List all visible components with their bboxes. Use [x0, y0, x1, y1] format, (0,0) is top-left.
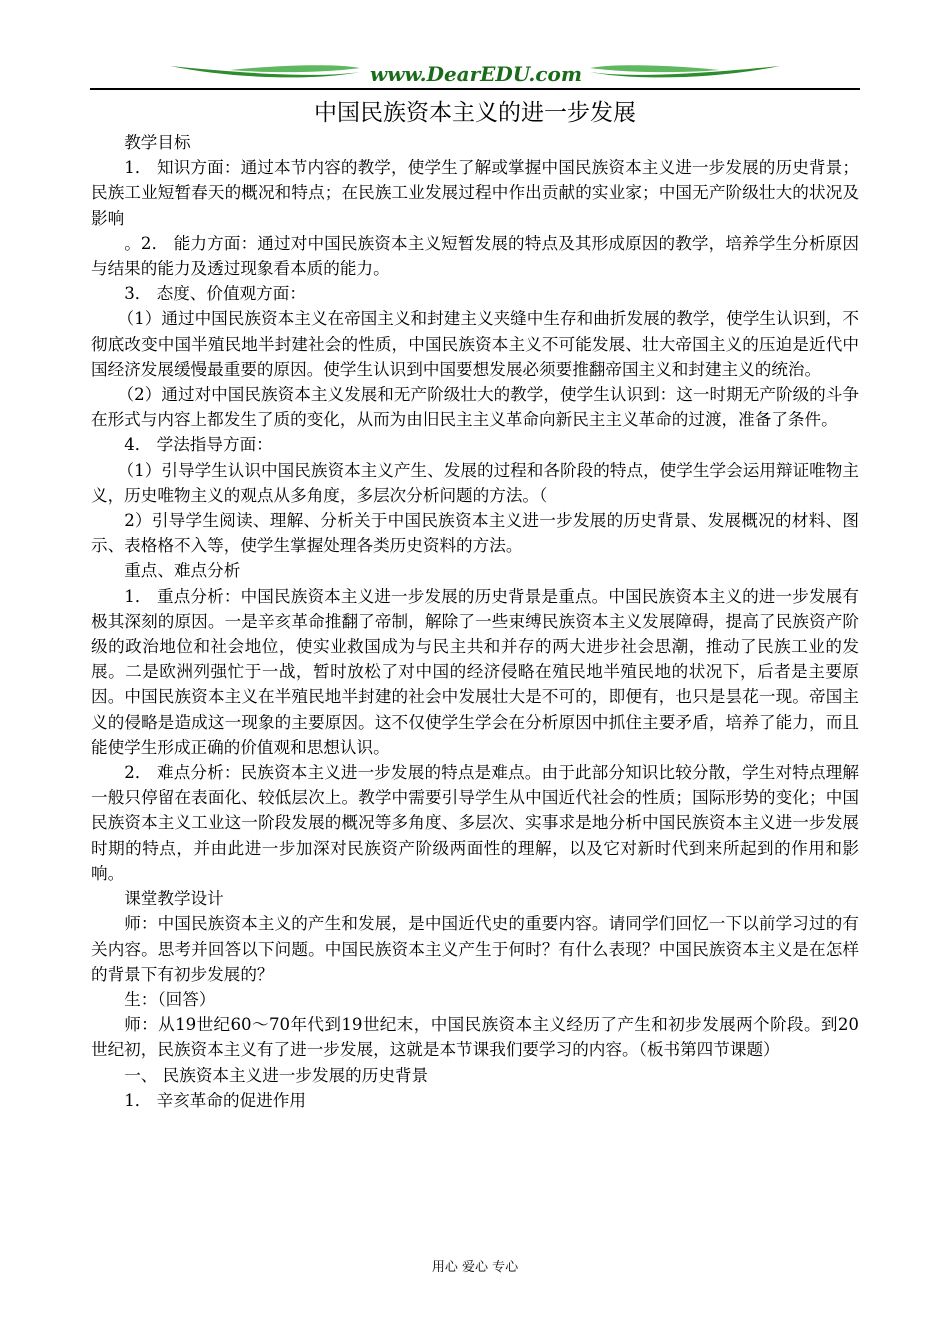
- paragraph: 一、 民族资本主义进一步发展的历史背景: [124, 1065, 429, 1085]
- section-heading-design: 课堂教学设计: [124, 889, 224, 909]
- paragraph: 生：（回答）: [124, 989, 216, 1009]
- paragraph: 师：从19世纪60～70年代到19世纪末，中国民族资本主义经历了产生和初步发展两个阶段。到20世纪初，民族资本主义有了进一步发展，这就是本节课我们要学习的内容。（板书第四节课题）: [91, 1015, 859, 1060]
- paragraph: 。2． 能力方面：通过对中国民族资本主义短暂发展的特点及其形成原因的教学，培养学生分析原因与结果的能力及透过现象看本质的能力。: [91, 233, 859, 279]
- section-heading-objectives: 教学目标: [124, 133, 191, 152]
- paragraph: 4． 学法指导方面：: [124, 435, 273, 455]
- paragraph: 3． 态度、价值观方面：: [124, 284, 306, 304]
- paragraph: 1． 辛亥革命的促进作用: [124, 1090, 306, 1110]
- paragraph: 1． 知识方面：通过本节内容的教学，使学生了解或掌握中国民族资本主义进一步发展的历史背景；民族工业短暂春天的概况和特点；在民族工业发展过程中作出贡献的实业家；中国无产阶级壮大的状况及影响: [91, 158, 859, 228]
- site-logo-text[interactable]: www.DearEDU.com: [370, 62, 583, 86]
- paragraph: 2）引导学生阅读、理解、分析关于中国民族资本主义进一步发展的历史背景、发展概况的材料、图示、表格格不入等，使学生掌握处理各类历史资料的方法。: [91, 511, 859, 556]
- paragraph: （2）通过对中国民族资本主义发展和无产阶级壮大的教学，使学生认识到：这一时期无产阶级的斗争在形式与内容上都发生了质的变化，从而为由旧民主主义革命向新民主主义革命的过渡，准备了条件。: [91, 385, 859, 430]
- paragraph: （1）引导学生认识中国民族资本主义产生、发展的过程和各阶段的特点，使学生学会运用辩证唯物主义，历史唯物主义的观点从多角度，多层次分析问题的方法。（: [91, 460, 859, 505]
- paragraph: 1． 重点分析：中国民族资本主义进一步发展的历史背景是重点。中国民族资本主义的进一步发展有极其深刻的原因。一是辛亥革命推翻了帝制，解除了一些束缚民族资本主义发展障碍，提高了民族资产阶级的政治地位和社会地位，使实业救国成为与民主共和并存的两大进步社会思潮，推动了民族工业的发展。二是欧洲列强忙于一战，暂时放松了对中国的经济侵略在殖民地半殖民地的状况下，后者是主要原因。中国民族资本主义在半殖民地半封建的社会中发展壮大是不可的，即便有，也只是昙花一现。帝国主义的侵略是造成这一现象的主要原因。这不仅使学生学会在分析原因中抓住主要矛盾，培养了能力，而且能使学生形成正确的价值观和思想认识。: [91, 586, 859, 757]
- document-body: [91, 130, 859, 1113]
- header-divider: [90, 88, 860, 90]
- paragraph: 2． 难点分析：民族资本主义进一步发展的特点是难点。由于此部分知识比较分散，学生对特点理解一般只停留在表面化、较低层次上。教学中需要引导学生从中国近代社会的性质；国际形势的变化；中国民族资本主义工业这一阶段发展的概况等多角度、多层次、实事求是地分析中国民族资本主义进一步发展时期的特点，并由此进一步加深对民族资产阶级两面性的理解，以及它对新时代到来所起到的作用和影响。: [91, 763, 859, 883]
- page-header: [90, 58, 860, 94]
- document-title: 中国民族资本主义的进一步发展: [314, 100, 636, 126]
- paragraph: 师：中国民族资本主义的产生和发展，是中国近代史的重要内容。请同学们回忆一下以前学习过的有关内容。思考并回答以下问题。中国民族资本主义产生于何时？有什么表现？中国民族资本主义是在怎样的背景下有初步发展的？: [91, 914, 859, 984]
- paragraph: （1）通过中国民族资本主义在帝国主义和封建主义夹缝中生存和曲折发展的教学，使学生认识到，不彻底改变中国半殖民地半封建社会的性质，中国民族资本主义不可能发展、壮大帝国主义的压迫是近代中国经济发展缓慢最重要的原因。使学生认识到中国要想发展必须要推翻帝国主义和封建主义的统治。: [91, 309, 859, 379]
- page-footer: 用心 爱心 专心: [431, 1260, 519, 1275]
- section-heading-key-points: 重点、难点分析: [124, 561, 241, 581]
